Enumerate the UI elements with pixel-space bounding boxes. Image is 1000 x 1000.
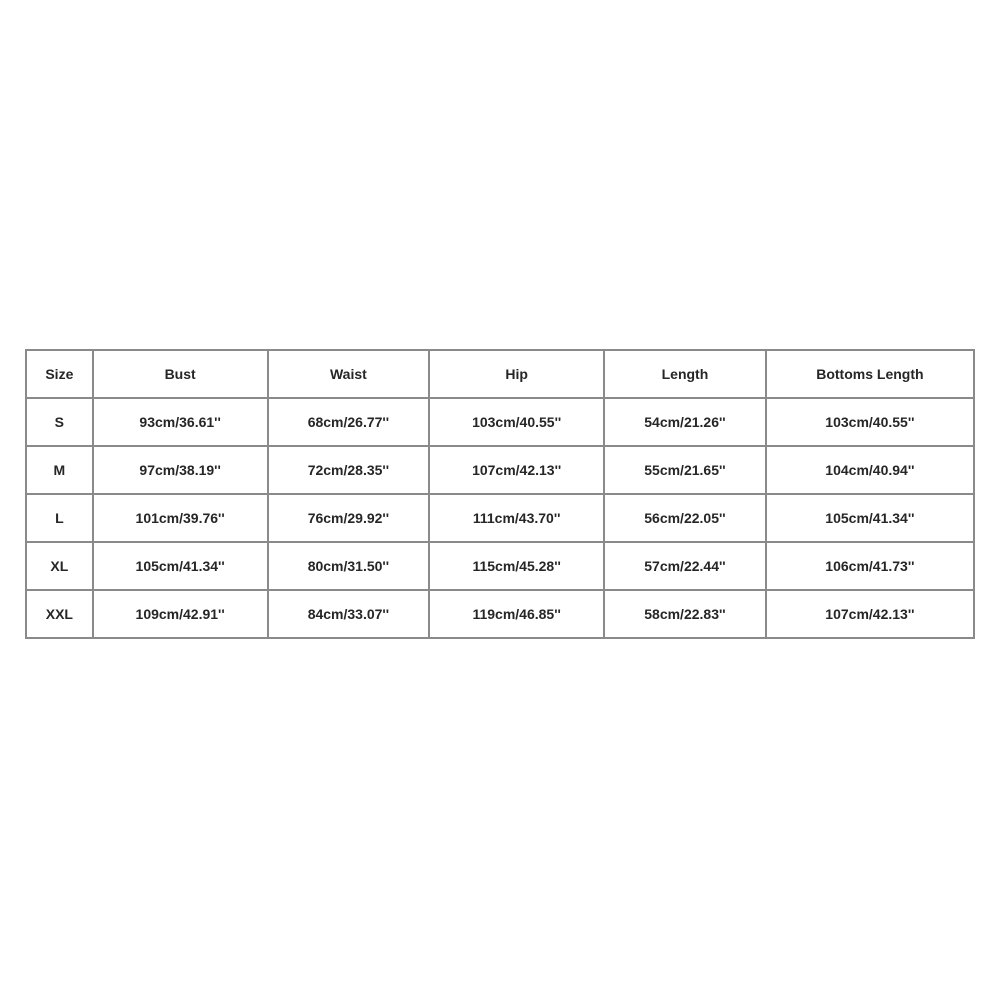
header-bust: Bust (93, 350, 268, 398)
size-chart-table (25, 349, 975, 639)
cell-size: L (26, 494, 93, 542)
cell-length: 57cm/22.44'' (604, 542, 766, 590)
cell-size: S (26, 398, 93, 446)
header-waist: Waist (268, 350, 430, 398)
cell-bust: 105cm/41.34'' (93, 542, 268, 590)
cell-waist: 68cm/26.77'' (268, 398, 430, 446)
cell-hip: 111cm/43.70'' (429, 494, 604, 542)
cell-bust: 101cm/39.76'' (93, 494, 268, 542)
cell-size: XL (26, 542, 93, 590)
table-row (26, 542, 974, 590)
cell-length: 55cm/21.65'' (604, 446, 766, 494)
cell-waist: 80cm/31.50'' (268, 542, 430, 590)
cell-waist: 76cm/29.92'' (268, 494, 430, 542)
table-row (26, 494, 974, 542)
header-row (26, 350, 974, 398)
cell-bottoms-length: 106cm/41.73'' (766, 542, 974, 590)
cell-waist: 84cm/33.07'' (268, 590, 430, 638)
table-row (26, 446, 974, 494)
cell-bust: 93cm/36.61'' (93, 398, 268, 446)
header-length: Length (604, 350, 766, 398)
cell-hip: 103cm/40.55'' (429, 398, 604, 446)
cell-bottoms-length: 104cm/40.94'' (766, 446, 974, 494)
header-size: Size (26, 350, 93, 398)
cell-size: XXL (26, 590, 93, 638)
cell-bust: 109cm/42.91'' (93, 590, 268, 638)
header-bottoms-length: Bottoms Length (766, 350, 974, 398)
cell-hip: 115cm/45.28'' (429, 542, 604, 590)
cell-length: 54cm/21.26'' (604, 398, 766, 446)
table-row (26, 398, 974, 446)
cell-waist: 72cm/28.35'' (268, 446, 430, 494)
cell-bottoms-length: 103cm/40.55'' (766, 398, 974, 446)
cell-hip: 119cm/46.85'' (429, 590, 604, 638)
cell-size: M (26, 446, 93, 494)
table-row (26, 590, 974, 638)
cell-bottoms-length: 105cm/41.34'' (766, 494, 974, 542)
cell-length: 58cm/22.83'' (604, 590, 766, 638)
cell-bottoms-length: 107cm/42.13'' (766, 590, 974, 638)
cell-bust: 97cm/38.19'' (93, 446, 268, 494)
header-hip: Hip (429, 350, 604, 398)
cell-length: 56cm/22.05'' (604, 494, 766, 542)
cell-hip: 107cm/42.13'' (429, 446, 604, 494)
